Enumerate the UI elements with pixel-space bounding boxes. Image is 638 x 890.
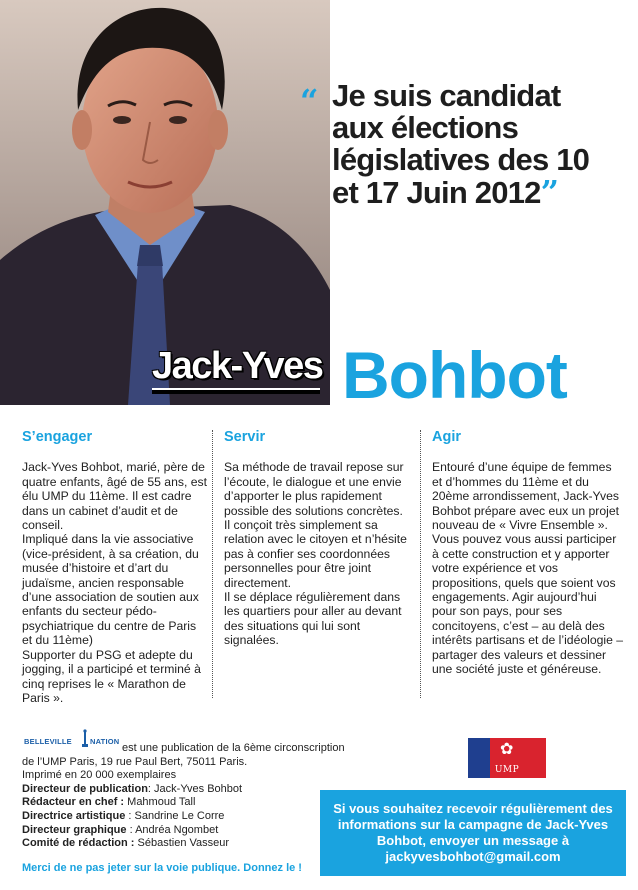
contact-info-text: Si vous souhaitez recevoir régulièrement des informations sur la campagne de Jack-Yves Bohbot, envoyer un message à jackyvesbohbot@gmail.com — [333, 801, 613, 864]
column-divider — [420, 430, 421, 698]
credits-row: Rédacteur en chef : Mahmoud Tall — [22, 796, 196, 809]
ump-logo — [468, 738, 546, 778]
ump-logo-text: UMP — [494, 765, 520, 775]
disposal-notice: Merci de ne pas jeter sur la voie publique. Donnez le ! — [22, 862, 302, 874]
column-paragraph: Il conçoit très simplement sa relation avec le citoyen et n’hésite pas à confier ses coordonnées personnelles pour être joint directement. — [224, 518, 407, 590]
logo-text-left: BELLEVILLE — [24, 737, 72, 746]
quote-text: Je suis candidat aux élections législatives des 10 et 17 Juin 2012” — [332, 78, 590, 211]
publication-credits — [22, 742, 352, 851]
column-title: Agir — [432, 429, 461, 445]
column-sengager — [22, 430, 207, 705]
credits-print-run: Imprimé en 20 000 exemplaires — [22, 769, 177, 782]
column-paragraph: Entouré d’une équipe de femmes et d’hommes du 11ème et du 20ème arrondissement, Jack-Yves Bohbot prépare avec eux un projet nouveau de « Vivre Ensemble ». Vous pouvez vous aussi participer à cette construction et y apporter votre expérience et vos propositions, quels que soient vos engagements. Agir aujourd’hui pour son pays, pour ses concitoyens, c’est – au delà des intérêts partisans et de l’idéologie – partager des valeurs et dessiner une société juste et généreuse. — [432, 460, 624, 677]
name-underline — [152, 388, 320, 394]
quote-open-mark: “ — [300, 82, 315, 120]
campaign-quote — [300, 80, 600, 209]
candidate-first-name: Jack-Yves — [152, 345, 323, 387]
contact-info-box — [320, 790, 626, 876]
credits-row: Directeur graphique : Andréa Ngombet — [22, 823, 219, 836]
column-title: Servir — [224, 429, 266, 445]
column-agir — [432, 430, 624, 677]
credits-row: Directrice artistique : Sandrine Le Corre — [22, 809, 225, 822]
column-paragraph: Il se déplace régulièrement dans les quartiers pour aller au devant des situations qui lui sont signalées. — [224, 590, 402, 648]
column-paragraph: Sa méthode de travail repose sur l’écoute, le dialogue et une envie d’apporter le plus rapidement possible des solutions concrètes. — [224, 460, 404, 518]
logo-text-right: NATION — [90, 737, 120, 746]
column-paragraph: Supporter du PSG et adepte du jogging, il a participé et terminé à cinq reprises le « Marathon de Paris ». — [22, 647, 201, 705]
column-title: S’engager — [22, 429, 93, 445]
column-paragraph: Impliqué dans la vie associative (vice-président, à sa création, du musée d’histoire et d’art du judaïsme, ancien responsable d’une association de soutien aux enfants du secteur pédo-psychiatrique du centre de Paris et du 11ème) — [22, 532, 199, 648]
column-divider — [212, 430, 213, 698]
candidate-last-name: Bohbot — [342, 338, 567, 412]
quote-close-mark: ” — [540, 173, 555, 211]
tree-icon: ✿ — [500, 741, 514, 758]
credits-row: Directeur de publication: Jack-Yves Bohbot — [22, 782, 243, 795]
credits-row: Comité de rédaction : Sébastien Vasseur — [22, 837, 230, 850]
credits-intro: est une publication de la 6ème circonscription de l’UMP Paris, 19 rue Paul Bert, 75011 Paris. — [22, 742, 345, 768]
column-paragraph: Jack-Yves Bohbot, marié, père de quatre enfants, âgé de 55 ans, est élu UMP du 11ème. Il est cadre dans un cabinet d’audit et de conseil. — [22, 460, 207, 533]
column-servir — [224, 430, 410, 648]
